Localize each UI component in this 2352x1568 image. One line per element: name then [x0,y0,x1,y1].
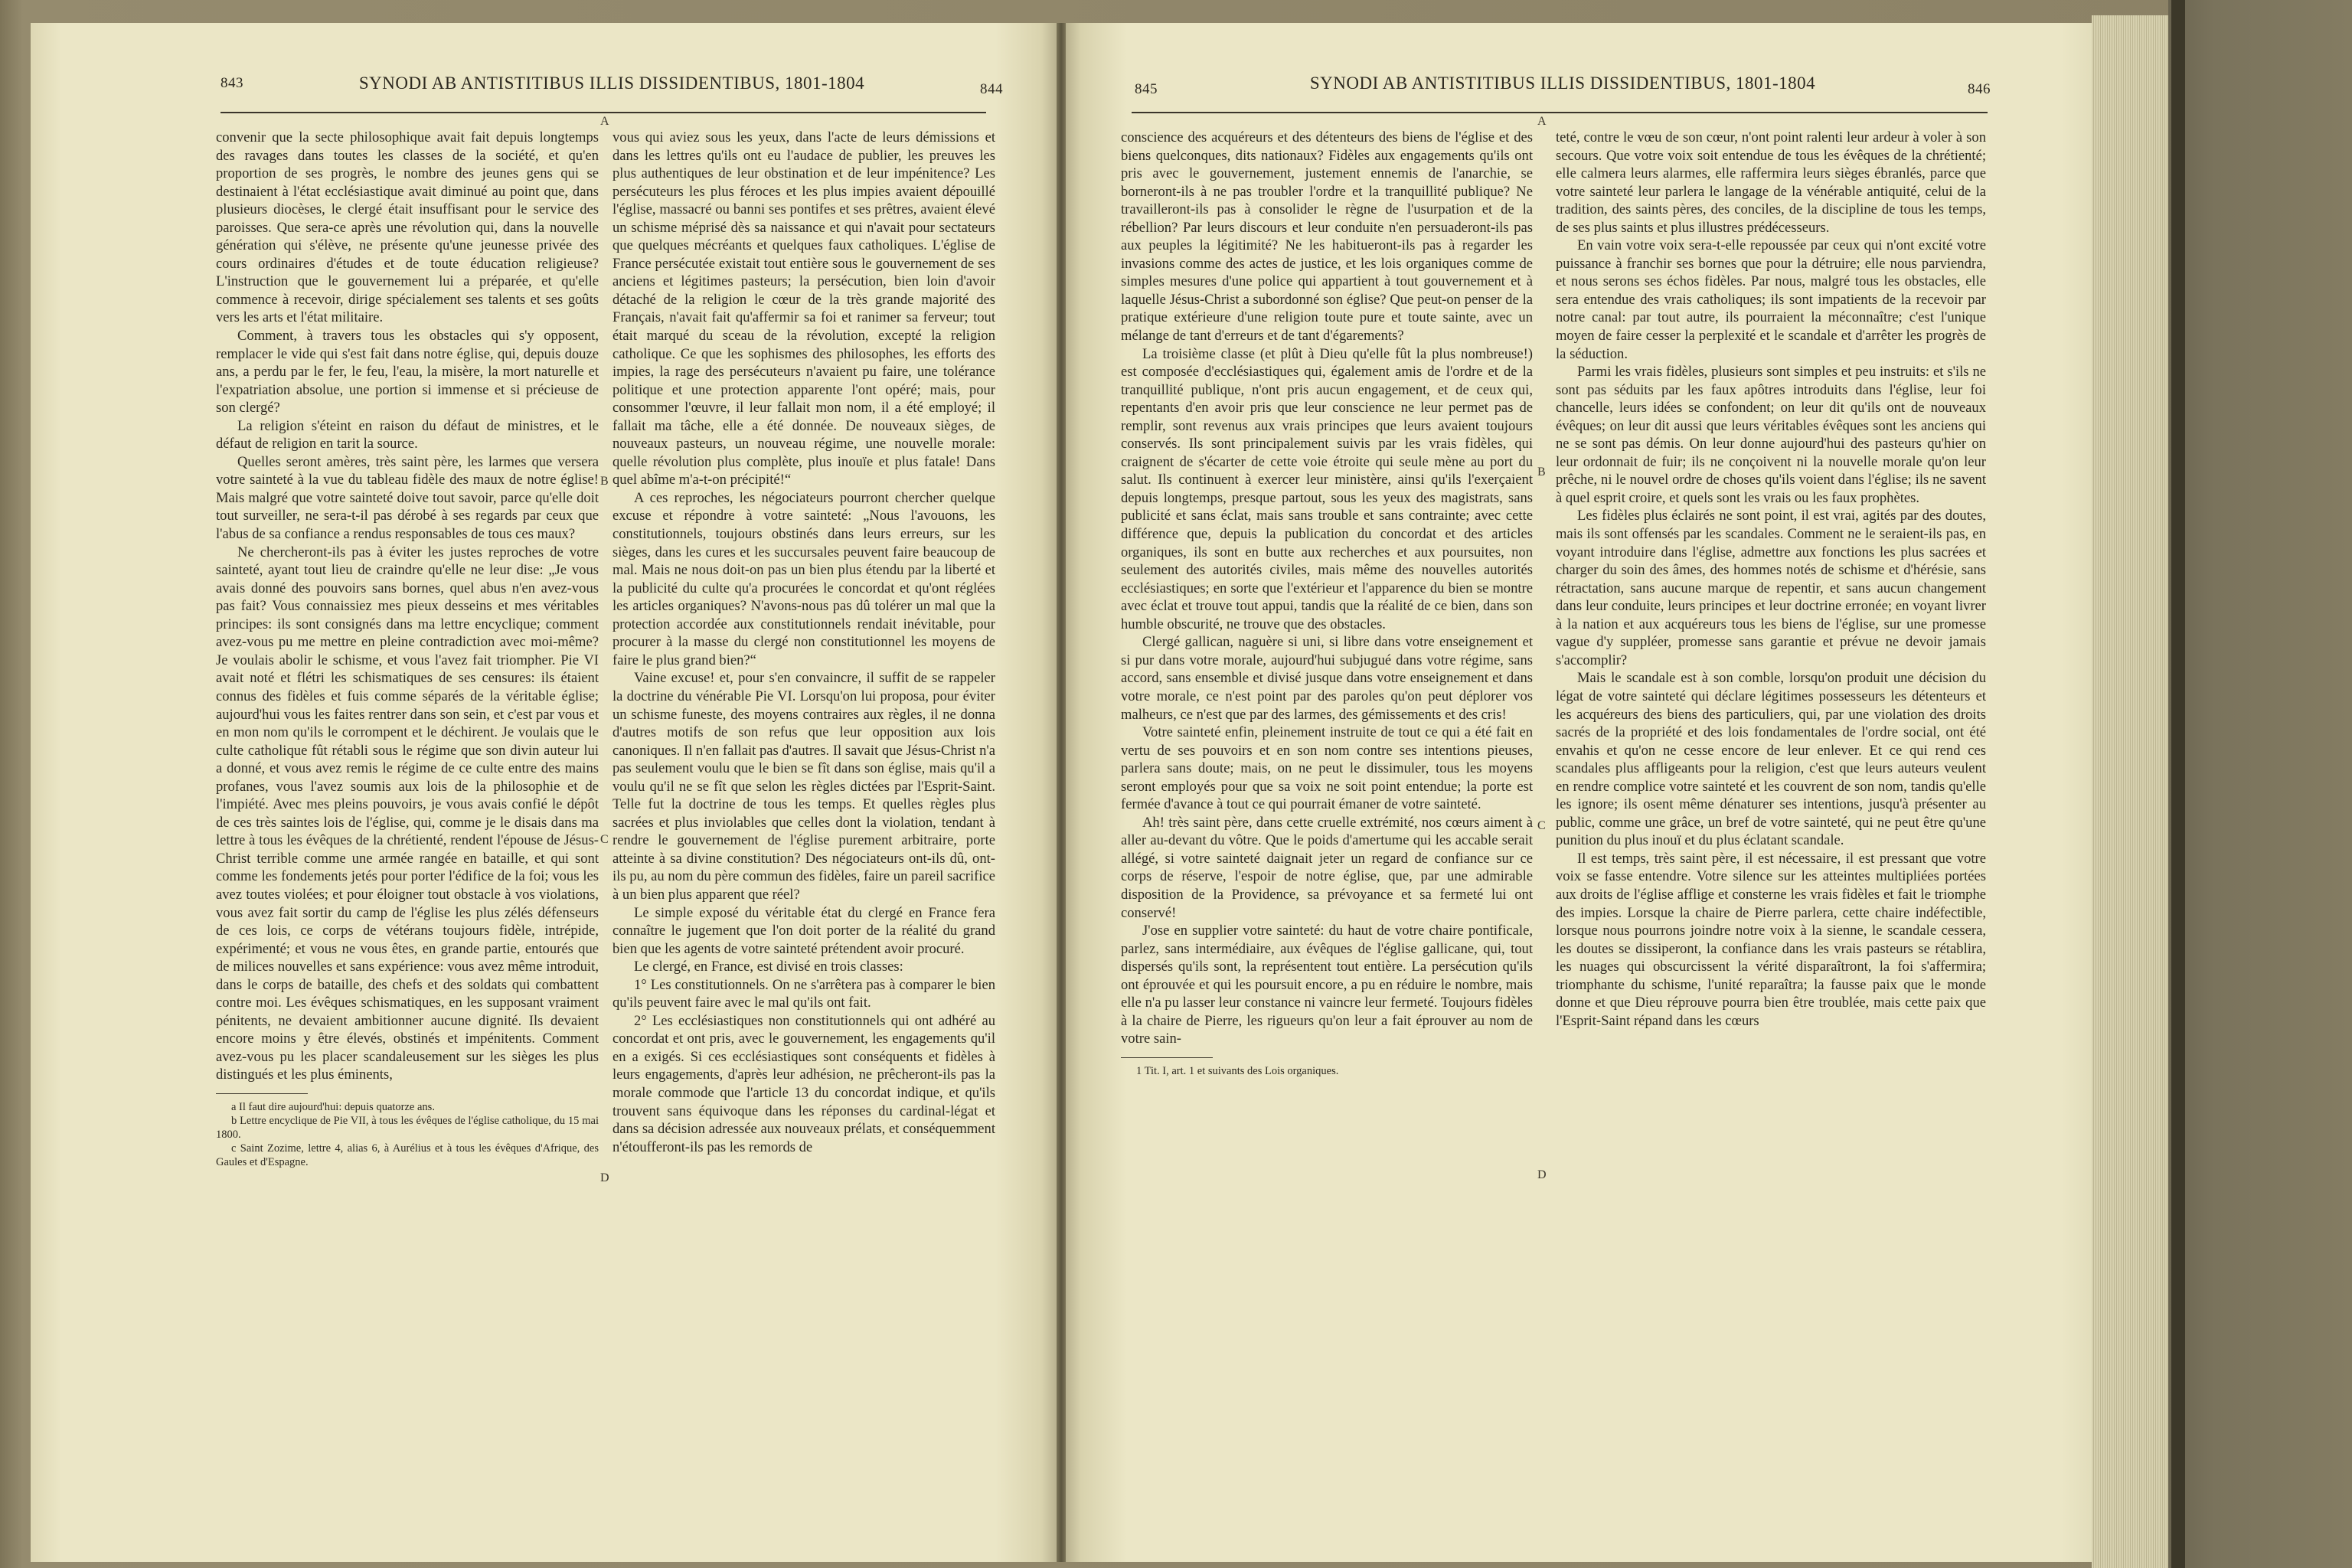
body-paragraph: Parmi les vrais fidèles, plusieurs sont simples et peu instruits: et s'ils ne sont pas séduits par les faux apôtres introduits dans l'église, leur foi chancelle, leurs idées se confondent; on leur dit qu'ils ont de nouveaux évêques; on leur dit aussi que leurs véritables évêques sont les anciens qui ne se sont pas démis. On leur donne aujourd'hui des pasteurs qu'hier on leur ordonnait de fuir; ils ne conçoivent ni la nouvelle morale qu'on leur prêche, ni le nouvel ordre de choses qu'ils voient dans l'église; ils ne savent à quel esprit croire, et quels sont les vrais ou les faux prophètes. [1556,364,1986,506]
body-paragraph: J'ose en supplier votre sainteté: du haut de votre chaire pontificale, parlez, sans intermédiaire, aux évêques de l'église gallicane, qui, tout dispersés qu'ils sont, la représentent tout entière. La persécution qu'ils ont éprouvée et qui les poursuit encore, a pu en réduire le nombre, mais elle n'a pu lasser leur constance ni vaincre leur fermeté. Toujours fidèles à la chaire de Pierre, les rigueurs qu'on leur a fait éprouver au nom de votre sain- [1121,923,1533,1047]
footnote: 1 Tit. I, art. 1 et suivants des Lois organiques. [1136,1064,1339,1077]
footnote-rule [216,1093,308,1094]
footnotes [1121,1064,1533,1078]
body-paragraph: Quelles seront amères, très saint père, les larmes que versera votre sainteté à la vue du tableau fidèle des maux de notre église! Mais malgré que votre sainteté doive tout savoir, parce qu'elle doit tout surveiller, ne sera-t-il pas dérobé à ses regards par ceux que l'abus de sa confiance a rendus responsables de tous ces maux? [216,453,599,543]
left-column-2 [612,129,995,1156]
body-paragraph: Il est temps, très saint père, il est nécessaire, il est pressant que votre voix se fasse entendre. Votre silence sur les atteintes multipliées portées aux droits de l'église afflige et consterne les vrais fidèles et fait le triomphe des impies. Lorsque la chaire de Pierre parlera, cette chaire indéfectible, lorsque nous pourrons joindre notre voix à la sienne, le scandale cessera, les doutes se dissiperont, la confiance dans les vrais pasteurs se rétablira, les nuages qui obscurcissent la vérité disparaîtront, la foi s'affermira; triomphante du schisme, l'unité reparaîtra; la fausse paix que le monde donne et que Dieu réprouve pourra bien être troublée, mais cette paix que l'Esprit-Saint répand dans les cœurs [1556,850,1986,1029]
left-page-header [220,70,1003,101]
header-rule [1132,112,1988,113]
body-paragraph: En vain votre voix sera-t-elle repoussée par ceux qui n'ont excité votre puissance à franchir ses bornes que pour la détruire; elle nous parviendra, et nous serons ses échos fidèles. Par nous, malgré tous les obstacles, elle sera entendue des vrais catholiques; ils sont impatients de la recevoir par notre canal: par tout autre, ils pourraient la méconnaître; c'est l'unique moyen de faire cesser la perplexité et le scandale et d'arrêter les progrès de la séduction. [1556,237,1986,362]
body-paragraph: La troisième classe (et plût à Dieu qu'elle fût la plus nombreuse!) est composée d'ecclésiastiques qui, également amis de l'ordre et de la tranquillité publique, n'ont pris aucun engagement, et de ceux qui, repentants d'en avoir pris que leur conscience ne leur permet pas de remplir, sont revenus aux vrais principes que leurs avaient toujours conservés. Ils sont principalement suivis par les vrais fidèles, qui craignent de s'écarter de cette voie étroite qui seule mène au port du salut. Ils continuent à exercer leur ministère, ainsi qu'ils l'exerçaient depuis longtemps, presque partout, sous les yeux des magistrats, sans publicité et sans éclat, mais sans trouble et sans contrainte; avec cette différence que, depuis la publication du concordat et des articles organiques, ils sont en butte aux recherches et aux poursuites, non seulement des autorités civiles, mais même des nouvelles autorités ecclésiastiques; en sorte que l'extérieur et l'apparence du bien se montre avec éclat et trouve tout appui, tandis que la réalité de ce bien, dans son humble obscurité, ne trouve que des obstacles. [1121,345,1533,632]
left-page [31,23,1057,1562]
body-paragraph: Vaine excuse! et, pour s'en convaincre, il suffit de se rappeler la doctrine du vénérable Pie VI. Lorsqu'on lui proposa, pour éviter un schisme funeste, des moyens contraires aux règles, il ne donna d'autres motifs de son refus que leur opposition aux lois canoniques. Il n'en fallait pas d'autres. Il savait que Jésus-Christ n'a pas seulement voulu que le bien se fît dans son église, mais qu'il a voulu qu'il ne se fît que selon les règles dictées par l'Esprit-Saint. Telle fut la doctrine de tous les temps. Et quelles règles plus sacrées et plus inviolables que celles dont la violation, tendant à rendre le gouvernement de l'église purement arbitraire, porte atteinte à sa divine constitution? Des négociateurs ont-ils dû, ont-ils pu, au nom du père commun des fidèles, faire un pareil sacrifice à un bien plus apparent que réel? [612,670,995,903]
margin-marker: B [1537,466,1546,479]
body-paragraph: Comment, à travers tous les obstacles qui s'y opposent, remplacer le vide qui s'est fait dans notre église, qui, depuis douze ans, a perdu par le fer, le feu, l'eau, la misère, la mort naturelle et l'expatriation absolue, une portion si immense et si précieuse de son clergé? [216,328,599,416]
running-title: SYNODI AB ANTISTITIBUS ILLIS DISSIDENTIBUS, 1801-1804 [1309,74,1816,93]
page-number: 843 [220,75,243,91]
header-rule [220,112,986,113]
book-binding [2171,0,2185,1568]
footnote: b Lettre encyclique de Pie VII, à tous les évêques de l'église catholique, du 15 mai 1800. [216,1114,599,1141]
body-paragraph: Ne chercheront-ils pas à éviter les justes reproches de votre sainteté, ayant tout lieu de craindre qu'elle ne leur dise: „Je vous avais donné des pouvoirs sans bornes, quel abus n'en avez-vous pas fait? Vous connaissiez mes pieux desseins et mes véritables principes: ils sont consignés dans ma lettre encyclique; comment avez-vous pu me mettre en pleine contradiction avec moi-même? Je voulais abolir le schisme, et vous l'avez fait triompher. Pie VI avait noté et flétri les schismatiques de ses censures: ils étaient connus des fidèles et fuis comme séparés de la véritable église; aujourd'hui vous les faites rentrer dans son sein, et c'est par vous et en mon nom qu'ils le corrompent et le déchirent. Je voulais que le culte catholique fût rétabli sous le régime que son divin auteur lui a donné, et vous avez remis le régime de ce culte entre des mains profanes, vous l'avez soumis aux lois de la philosophie et de l'impiété. Avec mes pleins pouvoirs, je vous avais confié le dépôt de ces très saintes lois de l'église, qui, comme je le disais dans ma lettre à tous les évêques de la chrétienté, rendent l'épouse de Jésus-Christ terrible comme une armée rangée en bataille, et qui sont comme les fondements jetés pour porter l'édifice de la foi; vous les avez toutes violées; et pour éloigner tout obstacle à vos violations, vous avez fait sortir du camp de l'église les plus zélés défenseurs de ces lois, ce corps de vétérans toujours fidèle, intrépide, expérimenté; et vous ne vous êtes, en grande partie, entourés que de milices nouvelles et sans expérience: vous avez même introduit, dans le corps de bataille, des chefs et des soldats qui combattent contre moi. Les évêques schismatiques, en les supposant vraiment pénitents, ne devaient ambitionner aucune dignité. Ils devaient encore moins y être élevés, obstinés et impénitents. Comment avez-vous pu les placer scandaleusement sur les sièges les plus distingués et les plus éminents, [216,544,599,1083]
body-paragraph: Mais le scandale est à son comble, lorsqu'on produit une décision du légat de votre sainteté qui déclare légitimes possesseurs les détenteurs et les acquéreurs des biens des particuliers, qui, par une violation des droits sacrés de la propriété et des lois fondamentales de l'ordre social, ont été envahis et qu'on ne cesse encore de leur enlever. Et ce qui rend ces scandales plus affligeants pour la religion, c'est que leurs auteurs veulent en rendre complice votre sainteté et les couvrent de son nom, tandis qu'elle les ignore; ils osent même dénaturer ses intentions, jusqu'à présenter au public, comme une grâce, un bref de votre sainteté, qui ne peut être qu'une punition du plus inouï et du plus éclatant scandale. [1556,670,1986,849]
page-number: 846 [1968,81,1991,97]
page-number: 845 [1135,81,1158,97]
body-paragraph: 2° Les ecclésiastiques non constitutionnels qui ont adhéré au concordat et ont pris, avec le gouvernement, les engagements qu'il en a exigés. Si ces ecclésiastiques sont conséquents et fidèles à leurs engagements, d'après leur adhésion, ne prêcheront-ils pas la morale commode que l'article 13 du concordat indique, et qu'ils trouvent sans équivoque dans les réponses du cardinal-légat et dans sa décision adressée aux nouveaux prélats, et conséquemment n'étoufferont-ils pas les remords de [612,1012,995,1155]
body-paragraph: Votre sainteté enfin, pleinement instruite de tout ce qui a été fait en vertu de ses pouvoirs et en son nom contre ses intentions pieuses, parlera sans doute; mais, on ne peut le dissimuler, tous les moyens seront employés pour que sa voix ne soit point entendue; la porte est fermée d'avance à tout ce qui pourrait émaner de votre sainteté. [1121,724,1533,813]
left-column-1 [216,129,599,1169]
right-column-1 [1121,129,1533,1078]
margin-marker: C [600,833,609,846]
page-number: 844 [980,81,1003,97]
body-paragraph: conscience des acquéreurs et des détenteurs des biens de l'église et des biens quelconques, dits nationaux? Fidèles aux engagements qu'ils ont pris avec le gouvernement, justement ennemis de l'anarchie, se borneront-ils à ne pas troubler l'ordre et la tranquillité publique? Ne travailleront-ils pas à consolider le règne de l'usurpation et de la rébellion? Par leurs discours et leur conduite n'en persuaderont-ils pas aux peuples la légitimité? Ne les habitueront-ils pas à regarder les invasions comme des actes de justice, et les lois organiques comme de simples mesures d'une police qui appartient à tout gouvernement et à laquelle Jésus-Christ a subordonné son église? Que peut-on penser de la pratique extérieure d'une religion toute pure et toute sainte, avec un mélange de tant d'erreurs et de tant d'égarements? [1121,129,1533,345]
book-gutter [1057,23,1066,1562]
body-paragraph: A ces reproches, les négociateurs pourront chercher quelque excuse et répondre à votre sainteté: „Nous l'avouons, les constitutionnels, toujours obstinés dans leurs erreurs, sur les sièges, dans les cures et les succursales peuvent faire beaucoup de mal. Mais ne nous doit-on pas un bien plus étendu par la liberté et la publicité du culte qu'a procurées le concordat et qu'ont réglées les articles organiques? N'avons-nous pas dû tolérer un mal que la protection accordée aux constitutionnels rendait inévitable, pour procurer à la masse du clergé non constitutionnel les moyens de faire le plus grand bien?“ [612,489,995,668]
footnotes [216,1100,599,1169]
margin-marker: C [1537,819,1546,832]
body-paragraph: Le clergé, en France, est divisé en trois classes: [634,959,903,975]
running-title: SYNODI AB ANTISTITIBUS ILLIS DISSIDENTIBUS, 1801-1804 [358,74,865,93]
margin-marker: D [1537,1168,1547,1181]
body-paragraph: La religion s'éteint en raison du défaut de ministres, et le défaut de religion en tarit la source. [216,417,599,452]
margin-marker: B [600,475,609,488]
margin-marker: A [1537,115,1547,128]
margin-marker: D [600,1171,609,1184]
body-paragraph: vous qui aviez sous les yeux, dans l'acte de leurs démissions et dans les lettres qu'ils ont eu l'audace de publier, les preuves les plus authentiques de leur obstination et de leur impénitence? Les persécuteurs les plus féroces et les plus impies avaient dépouillé l'église, massacré ou banni ses pontifes et ses prêtres, avaient élevé un schisme méprisé dès sa naissance et qui n'avait pour sectateurs que quelques mécréants et quelques faux catholiques. L'église de France persécutée existait tout entière sous le gouvernement de ses anciens et légitimes pasteurs; la persécution, bien loin d'avoir détaché de la religion le cœur de la très grande majorité des Français, n'avait fait qu'affermir sa foi et ranimer sa ferveur; tout était marqué du sceau de la révolution, excepté la religion catholique. Ce que les sophismes des philosophes, les efforts des impies, la rage des persécuteurs n'avaient pu faire, une tolérance politique et une protection apparente l'ont opéré; mais, pour consommer l'œuvre, il leur fallait mon nom, il a été employé; il fallait ma tâche, elle a été donnée. De nouveaux sièges, de nouveaux pasteurs, un nouveau régime, une nouvelle morale: quelle révolution plus complète, plus inouïe et plus fatale! Dans quel abîme m'a-t-on précipité!“ [612,129,995,488]
book-page-edges [2092,15,2168,1568]
margin-marker: A [600,115,609,128]
footnote: c Saint Zozime, lettre 4, alias 6, à Aurélius et à tous les évêques d'Afrique, des Gaules et d'Espagne. [216,1142,599,1168]
body-paragraph: 1° Les constitutionnels. On ne s'arrêtera pas à comparer le bien qu'ils peuvent faire avec le mal qu'ils ont fait. [612,976,995,1011]
right-page [1066,23,2092,1562]
body-paragraph: Ah! très saint père, dans cette cruelle extrémité, nos cœurs aiment à aller au-devant du vôtre. Que le poids d'amertume qui les accable serait allégé, si votre sainteté daignait jeter un regard de confiance sur ce corps de réserve, l'espoir de notre église, que, par une admirable disposition de la Providence, sa prévoyance et sa fermeté lui ont conservé! [1121,814,1533,921]
body-paragraph: Clergé gallican, naguère si uni, si libre dans votre enseignement et si pur dans votre morale, aujourd'hui subjugué dans votre régime, sans accord, sans ensemble et divisé jusque dans votre enseignement et dans votre morale, ce n'est point par des paroles qu'on peut déplorer vos malheurs, ce n'est que par des larmes, des gémissements et des cris! [1121,634,1533,723]
footnote-rule [1121,1057,1213,1058]
right-page-header [1135,70,1991,101]
body-paragraph: Le simple exposé du véritable état du clergé en France fera connaître le jugement que l'on doit porter de la réalité du grand bien que les agents de votre sainteté prétendent avoir procuré. [612,904,995,957]
right-column-2 [1556,129,1986,1030]
footnote: a Il faut dire aujourd'hui: depuis quatorze ans. [231,1100,435,1113]
body-paragraph: convenir que la secte philosophique avait fait depuis longtemps des ravages dans toutes les classes de la société, et qu'en proportion de ses progrès, le nombre des jeunes gens qui se destinaient à l'état ecclésiastique avait diminué au point que, dans plusieurs diocèses, le clergé était insuffisant pour le service des paroisses. Que sera-ce après une révolution qui, dans la nouvelle génération qui s'élève, ne présente qu'une jeunesse privée des cours ordinaires d'études et de toute éducation religieuse? L'instruction que le gouvernement lui a préparée, et qu'elle commence à recevoir, dirige spécialement ses talents et ses goûts vers les arts et l'état militaire. [216,129,599,326]
body-paragraph: Les fidèles plus éclairés ne sont point, il est vrai, agités par des doutes, mais ils sont offensés par les scandales. Comment ne le seraient-ils pas, en voyant introduire dans l'église, admettre aux fonctions les plus sacrées et charger du soin des âmes, des hommes notés de schisme et d'hérésie, sans rétractation, sans aucune marque de repentir, et sans aucun changement dans leur conduite, leurs principes et leur doctrine erronée; en voyant livrer à la nation et aux acquéreurs tous les biens de l'église, sur une promesse vague d'y suppléer, promesse sans garantie et prévue ne devoir jamais s'accomplir? [1556,508,1986,668]
body-paragraph: teté, contre le vœu de son cœur, n'ont point ralenti leur ardeur à voler à son secours. Que votre voix soit entendue de tous les évêques de la chrétienté; elle calmera leurs alarmes, elle raffermira leurs sièges ébranlés, parce que votre sainteté leur parlera le langage de la vénérable antiquité, celui de la tradition, des saints pères, des conciles, de la discipline de tous les temps, de ses plus saints et plus illustres prédécesseurs. [1556,129,1986,236]
book-edge-shadow [2168,0,2352,1568]
